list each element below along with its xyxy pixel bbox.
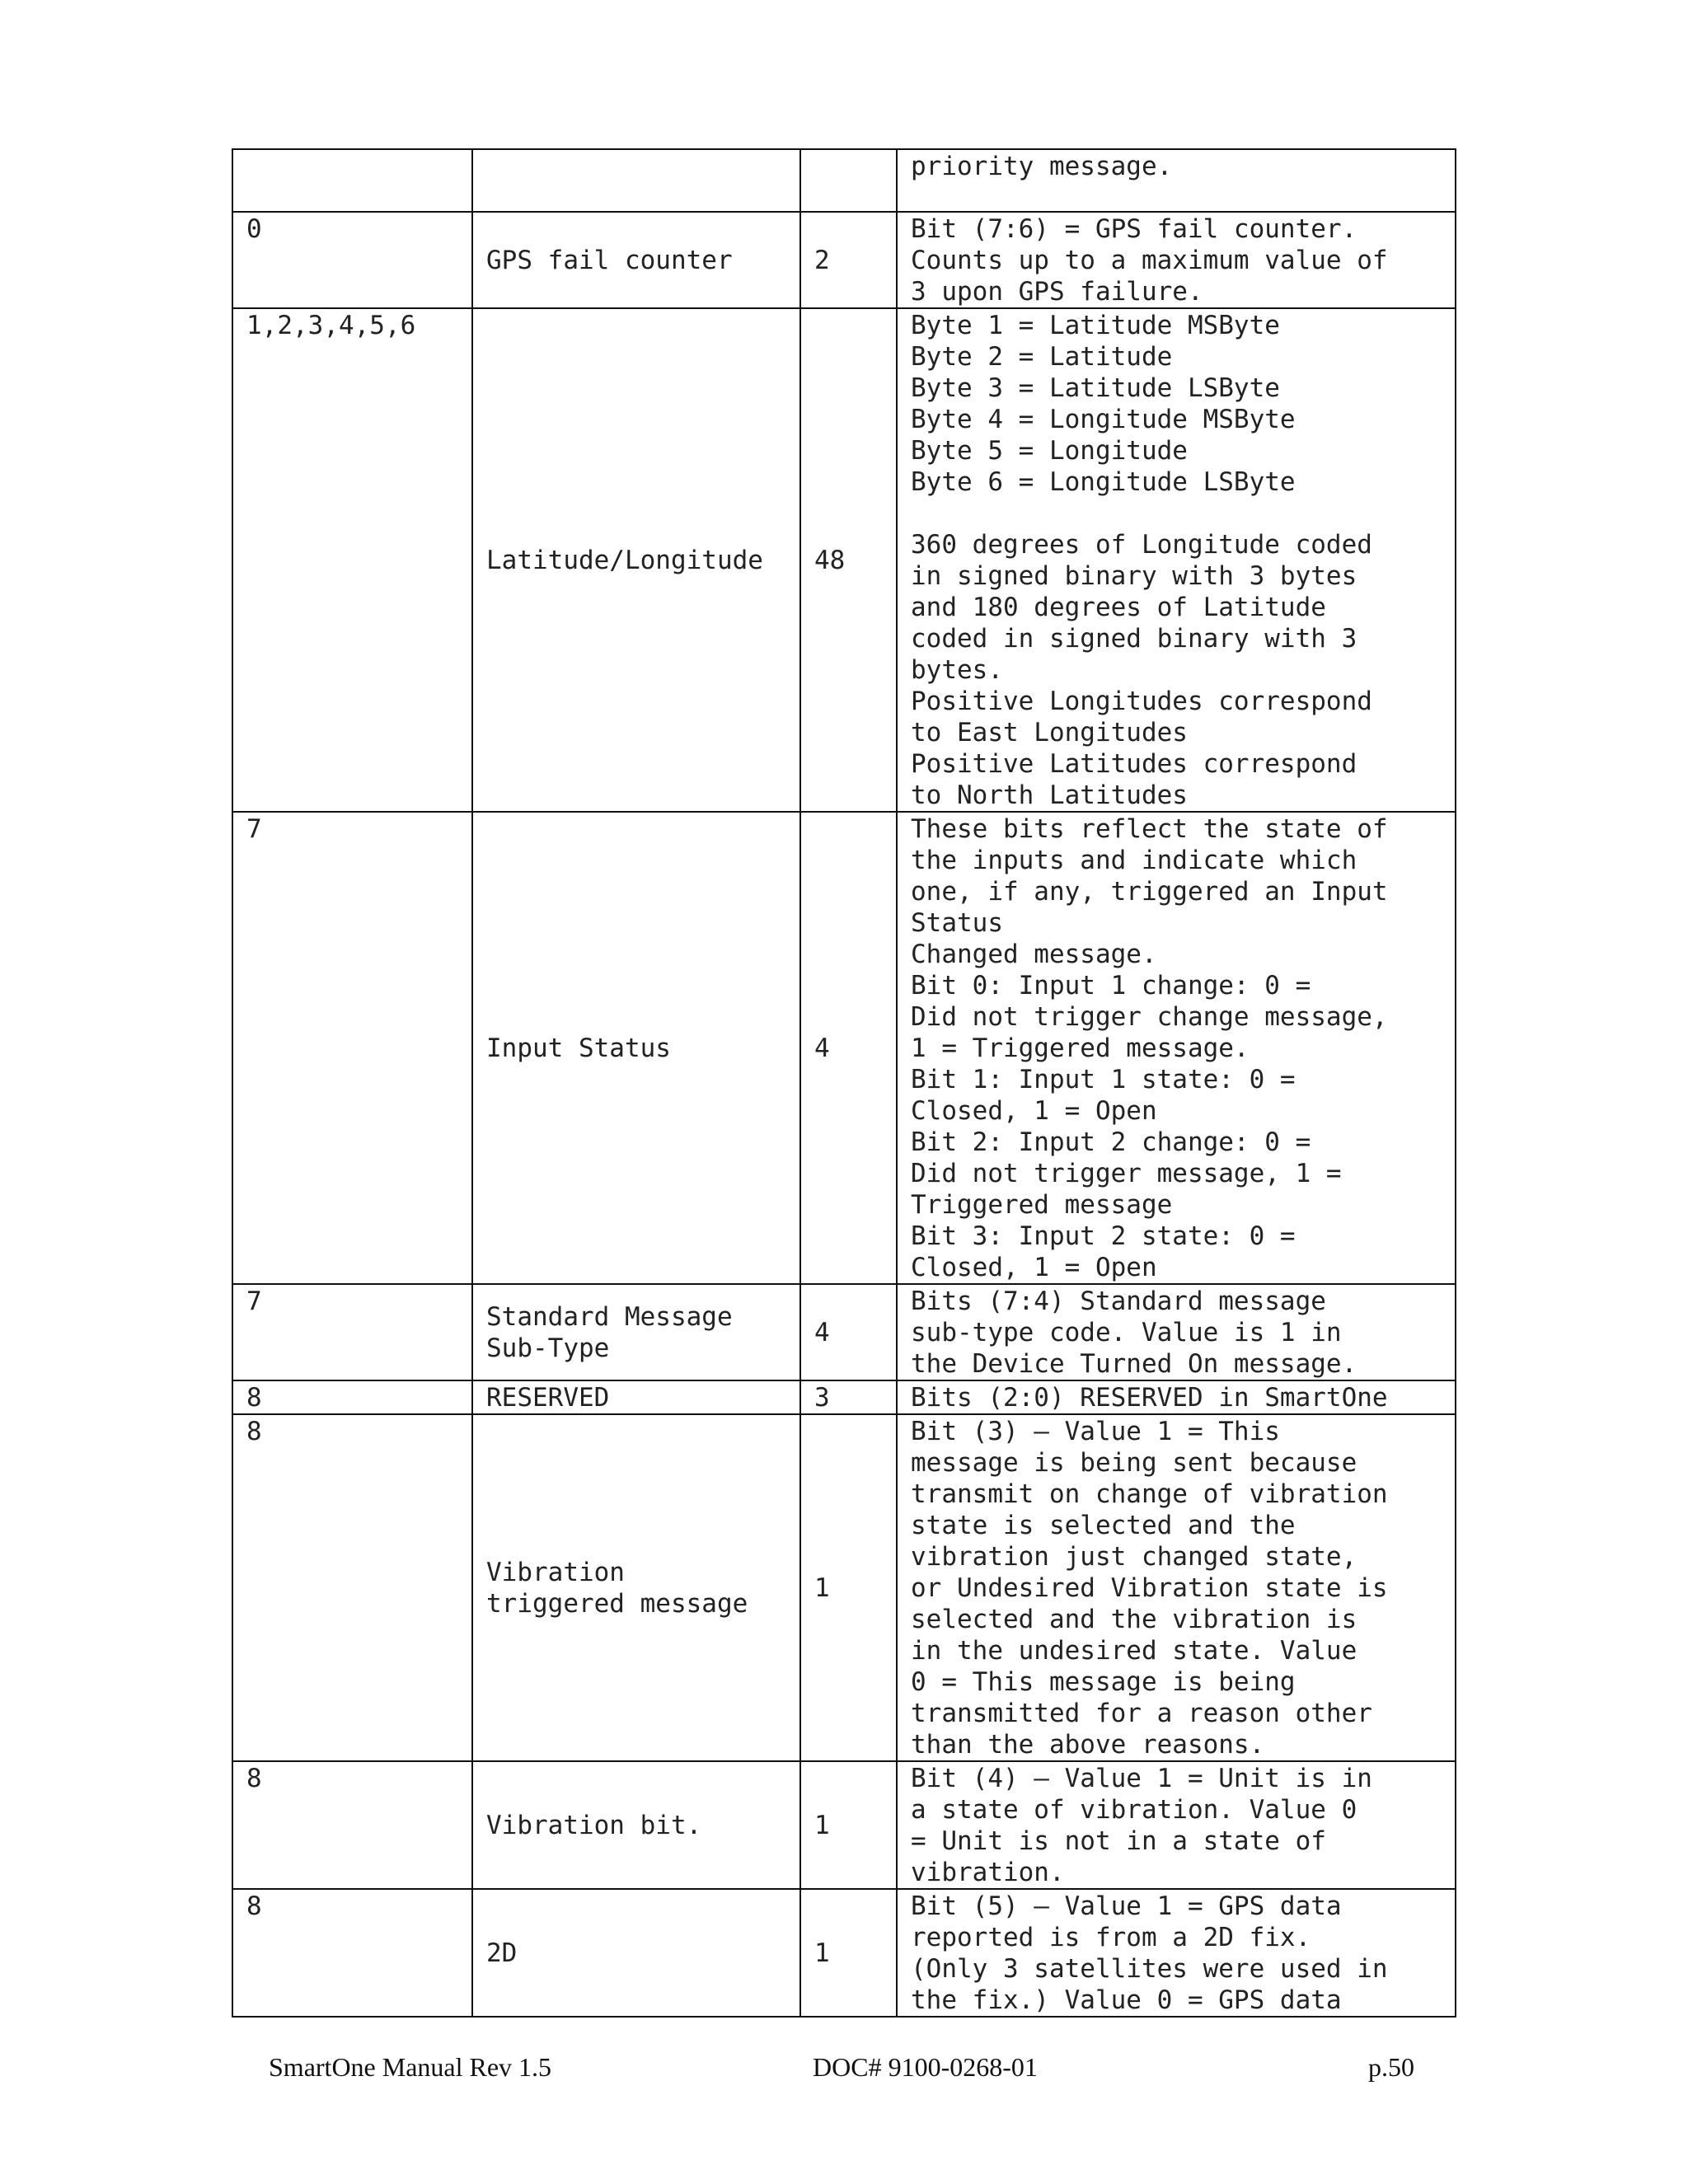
byte-cell: 0 — [232, 212, 472, 308]
bits-cell: 1 — [800, 1889, 897, 2017]
field-cell: RESERVED — [472, 1380, 800, 1414]
field-cell: Vibration bit. — [472, 1761, 800, 1889]
bits-cell: 4 — [800, 1284, 897, 1380]
bits-cell: 2 — [800, 212, 897, 308]
field-cell: Latitude/Longitude — [472, 308, 800, 812]
table-row — [232, 308, 1456, 812]
bits-cell — [800, 149, 897, 212]
table-row — [232, 1284, 1456, 1380]
table-row — [232, 1380, 1456, 1414]
byte-cell: 8 — [232, 1761, 472, 1889]
description-cell: These bits reflect the state of the inputs and indicate which one, if any, triggered an Input Status Changed message. Bit 0: Input 1 change: 0 = Did not trigger change message, 1 = Triggered message. Bit 1: Input 1 state: 0 = Closed, 1 = Open Bit 2: Input 2 change: 0 = Did not trigger message, 1 = Triggered message Bit 3: Input 2 state: 0 = Closed, 1 = Open — [897, 812, 1456, 1284]
byte-cell: 8 — [232, 1414, 472, 1761]
description-cell: Byte 1 = Latitude MSByte Byte 2 = Latitude Byte 3 = Latitude LSByte Byte 4 = Longitude MSByte Byte 5 = Longitude Byte 6 = Longitude LSByte 360 degrees of Longitude coded in signed binary with 3 bytes and 180 degrees of Latitude coded in signed binary with 3 bytes. Positive Longitudes correspond to East Longitudes Positive Latitudes correspond to North Latitudes — [897, 308, 1456, 812]
bits-cell: 48 — [800, 308, 897, 812]
description-cell: Bit (3) – Value 1 = This message is being sent because transmit on change of vibration state is selected and the vibration just changed state, or Undesired Vibration state is selected and the vibration is in the undesired state. Value 0 = This message is being transmitted for a reason other than the above reasons. — [897, 1414, 1456, 1761]
bits-cell: 1 — [800, 1414, 897, 1761]
description-cell: priority message. — [897, 149, 1456, 212]
footer-page-number: p.50 — [1368, 2052, 1414, 2082]
footer-manual-title: SmartOne Manual Rev 1.5 — [269, 2052, 552, 2082]
field-cell: Input Status — [472, 812, 800, 1284]
description-cell: Bit (5) – Value 1 = GPS data reported is from a 2D fix. (Only 3 satellites were used in the fix.) Value 0 = GPS data — [897, 1889, 1456, 2017]
footer-doc-number: DOC# 9100-0268-01 — [813, 2052, 1038, 2082]
byte-cell: 8 — [232, 1889, 472, 2017]
description-cell: Bits (2:0) RESERVED in SmartOne — [897, 1380, 1456, 1414]
table-row — [232, 1414, 1456, 1761]
table-row — [232, 149, 1456, 212]
message-format-table — [232, 148, 1456, 2018]
byte-cell: 8 — [232, 1380, 472, 1414]
byte-cell: 7 — [232, 812, 472, 1284]
table-row — [232, 212, 1456, 308]
description-cell: Bit (7:6) = GPS fail counter. Counts up to a maximum value of 3 upon GPS failure. — [897, 212, 1456, 308]
bits-cell: 4 — [800, 812, 897, 1284]
table-row — [232, 1761, 1456, 1889]
bits-cell: 3 — [800, 1380, 897, 1414]
table-row — [232, 812, 1456, 1284]
field-cell: Standard Message Sub-Type — [472, 1284, 800, 1380]
bits-cell: 1 — [800, 1761, 897, 1889]
field-cell — [472, 149, 800, 212]
description-cell: Bit (4) – Value 1 = Unit is in a state of vibration. Value 0 = Unit is not in a state of vibration. — [897, 1761, 1456, 1889]
byte-cell: 7 — [232, 1284, 472, 1380]
field-cell: Vibration triggered message — [472, 1414, 800, 1761]
byte-cell: 1,2,3,4,5,6 — [232, 308, 472, 812]
table-row — [232, 1889, 1456, 2017]
field-cell: 2D — [472, 1889, 800, 2017]
byte-cell — [232, 149, 472, 212]
description-cell: Bits (7:4) Standard message sub-type code. Value is 1 in the Device Turned On message. — [897, 1284, 1456, 1380]
field-cell: GPS fail counter — [472, 212, 800, 308]
